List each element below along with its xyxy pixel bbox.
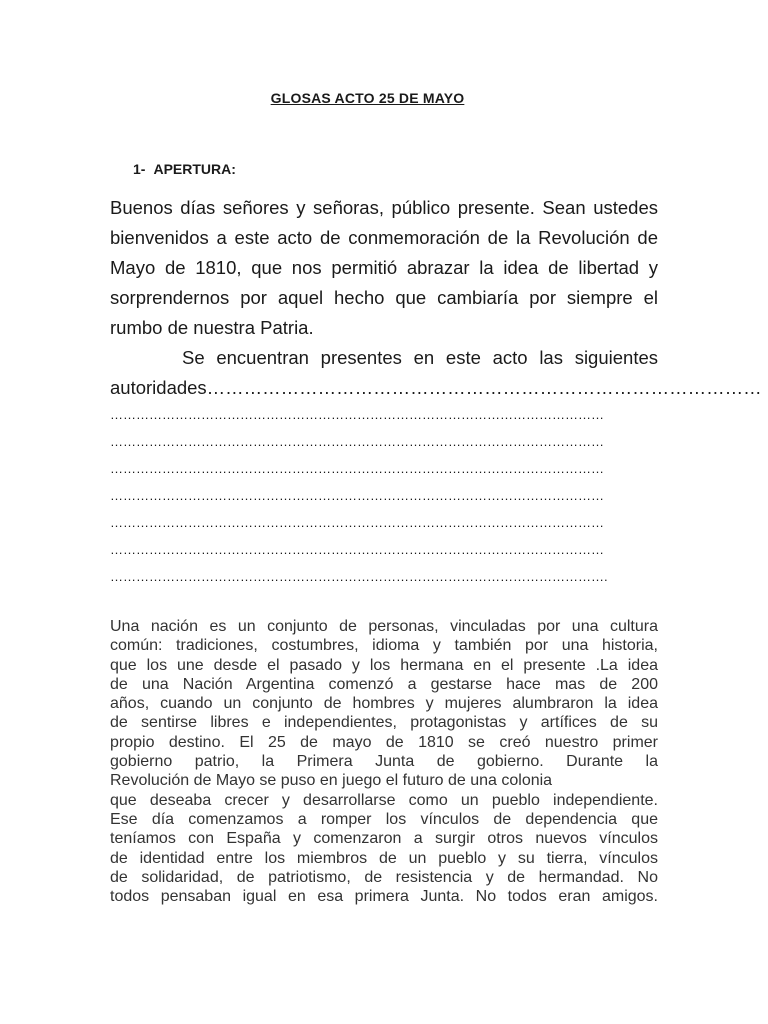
section-number: 1- (133, 161, 146, 177)
fill-line: …………………………………………………………………………………………………… (110, 488, 604, 503)
paragraph-line: de una Nación Argentina comenzó a gestarse hace mas de 200 (110, 675, 658, 693)
paragraph-line: que los une desde el pasado y los hermana en el presente .La idea (110, 656, 658, 674)
fill-line: …………………………………………………………………………………………………… (110, 461, 604, 476)
fill-line: …………………………………………………………………………………………………… (110, 407, 604, 422)
authorities-fill-lines (110, 401, 658, 590)
paragraph-line: Revolución de Mayo se puso en juego el futuro de una colonia (110, 772, 553, 790)
paragraph-line: de sentirse libres e independientes, protagonistas y artífices de su (110, 714, 658, 732)
authorities-paragraph-text: Se encuentran presentes en este acto las siguientes autoridades……………………………………………………………………………… (110, 347, 762, 398)
fill-line: ……………………………………………………………………………………………………. (110, 569, 608, 584)
section-heading (133, 161, 236, 177)
paragraph-line: que deseaba crecer y desarrollarse como un pueblo independiente. (110, 791, 658, 809)
section-label: APERTURA: (153, 161, 236, 177)
paragraph-line: Ese día comenzamos a romper los vínculos de dependencia que (110, 810, 658, 828)
paragraph-line: Una nación es un conjunto de personas, vinculadas por una cultura (110, 618, 658, 635)
nation-paragraph (110, 617, 658, 906)
paragraph-line: teníamos con España y comenzaron a surgir otros nuevos vínculos (110, 830, 658, 848)
fill-line: …………………………………………………………………………………………………… (110, 434, 604, 449)
paragraph-line: gobierno patrio, la Primera Junta de gobierno. Durante la (110, 753, 658, 771)
opening-paragraph-text: Buenos días señores y señoras, público presente. Sean ustedes bienvenidos a este acto de conmemoración de la Revolución de Mayo de 1810, que nos permitió abrazar la idea de libertad y sorprendernos por aquel hecho que cambiaría por siempre el rumbo de nuestra Patria. (110, 197, 658, 338)
opening-paragraph (110, 193, 658, 343)
paragraph-line: propio destino. El 25 de mayo de 1810 se creó nuestro primer (110, 733, 658, 751)
paragraph-line: todos pensaban igual en esa primera Junta. No todos eran amigos. (110, 888, 658, 906)
paragraph-line: común: tradiciones, costumbres, idioma y también por una historia, (110, 637, 658, 655)
fill-line: …………………………………………………………………………………………………… (110, 542, 604, 557)
paragraph-line: de solidaridad, de patriotismo, de resistencia y de hermandad. No (110, 868, 658, 886)
paragraph-line: años, cuando un conjunto de hombres y mujeres alumbraron la idea (110, 695, 658, 713)
fill-line: …………………………………………………………………………………………………… (110, 515, 604, 530)
document-title: GLOSAS ACTO 25 DE MAYO (270, 90, 465, 106)
authorities-paragraph (110, 343, 762, 403)
paragraph-line: de identidad entre los miembros de un pueblo y su tierra, vínculos (110, 849, 658, 867)
